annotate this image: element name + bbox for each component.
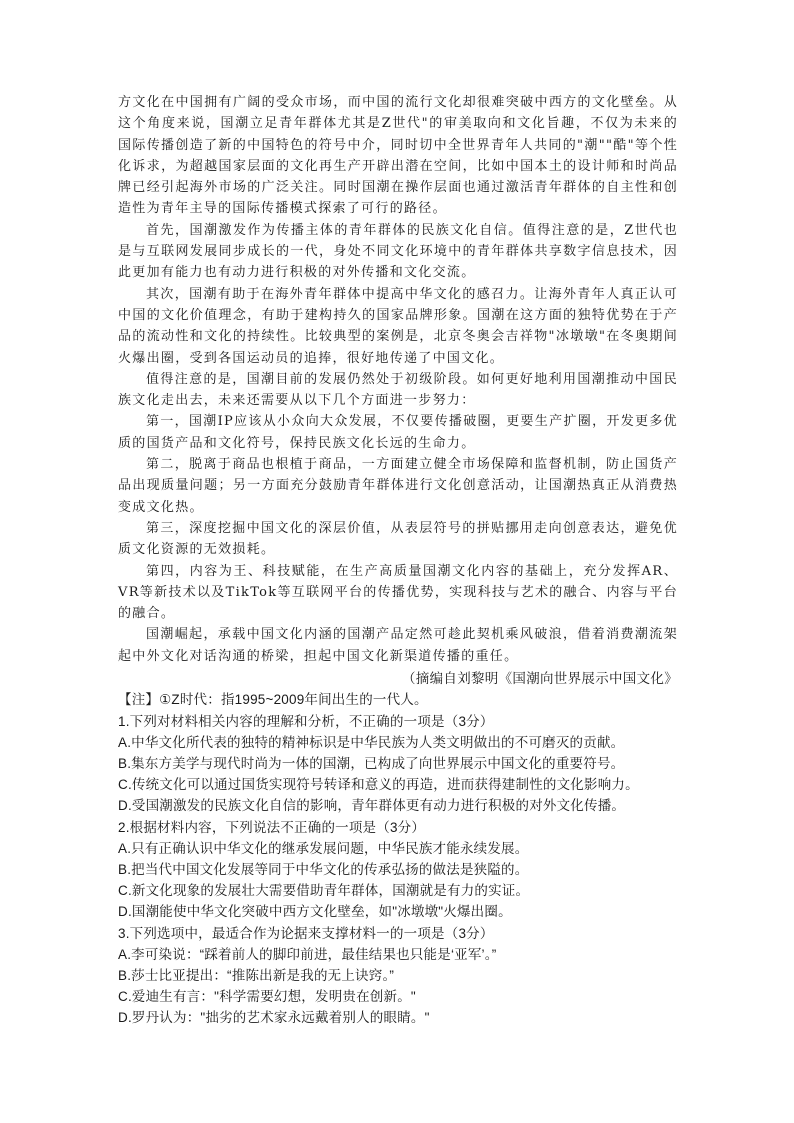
option-c: C.新文化现象的发展壮大需要借助青年群体，国潮就是有力的实证。 bbox=[118, 883, 530, 899]
question-stem: 2.根据材料内容，下列说法不正确的一项是（3分） bbox=[118, 819, 426, 835]
option-b: B.莎士比亚提出：“推陈出新是我的无上诀窍。” bbox=[118, 967, 395, 983]
question-stem: 1.下列对材料相关内容的理解和分析，不正确的一项是（3分） bbox=[118, 713, 494, 729]
passage-paragraph: 方文化在中国拥有广阔的受众市场，而中国的流行文化却很难突破中西方的文化壁垒。从这个角度来说，国潮立足青年群体尤其是Z世代"的审美取向和文化旨趣，不仅为未来的国际传播创造了新的中国特色的符号中介，同时切中全世界青年人共同的"潮""酷"等个性化诉求，为超越国家层面的文化再生产开辟出潜在空间，比如中国本土的设计师和时尚品牌已经引起海外市场的广泛关注。同时国潮在操作层面也通过激活青年群体的自主性和创造性为青年主导的国际传播模式探索了可行的路径。 bbox=[118, 95, 678, 217]
question-stem: 3.下列选项中，最适合作为论据来支撑材料一的一项是（3分） bbox=[118, 925, 494, 941]
option-d: D.国潮能使中华文化突破中西方文化壁垒，如"冰墩墩"火爆出圈。 bbox=[118, 904, 512, 920]
passage-paragraph: 第二，脱离于商品也根植于商品，一方面建立健全市场保障和监督机制，防止国货产品出现质量问题；另一方面充分鼓励青年群体进行文化创意活动，让国潮热真正从消费热变成文化热。 bbox=[118, 457, 678, 515]
option-b: B.集东方美学与现代时尚为一体的国潮，已构成了向世界展示中国文化的重要符号。 bbox=[118, 755, 625, 771]
passage-paragraph: 首先，国潮激发作为传播主体的青年群体的民族文化自信。值得注意的是，Z世代也是与互联网发展同步成长的一代，身处不同文化环境中的青年群体共享数字信息技术，因此更加有能力也有动力进行积极的对外传播和文化交流。 bbox=[118, 222, 678, 281]
option-c: C.爱迪生有言："科学需要幻想，发明贵在创新。" bbox=[118, 989, 416, 1005]
document-page bbox=[118, 92, 678, 1029]
passage-paragraph: 第四，内容为王、科技赋能，在生产高质量国潮文化内容的基础上，充分发挥AR、VR等新技术以及TikTok等互联网平台的传播优势，实现科技与艺术的融合、内容与平台的融合。 bbox=[118, 563, 678, 622]
question-section bbox=[118, 689, 678, 1028]
passage-paragraph: 国潮崛起，承载中国文化内涵的国潮产品定然可趁此契机乘风破浪，借着消费潮流架起中外文化对话沟通的桥梁，担起中国文化新渠道传播的重任。 bbox=[118, 627, 678, 664]
option-d: D.罗丹认为："拙劣的艺术家永远戴着别人的眼睛。" bbox=[118, 1010, 430, 1026]
option-d: D.受国潮激发的民族文化自信的影响，青年群体更有动力进行积极的对外文化传播。 bbox=[118, 798, 626, 814]
option-a: A.中华文化所代表的独特的精神标识是中华民族为人类文明做出的不可磨灭的贡献。 bbox=[118, 734, 625, 750]
passage-paragraph: 第三，深度挖掘中国文化的深层价值，从表层符号的拼贴挪用走向创意表达，避免优质文化资源的无效损耗。 bbox=[118, 520, 678, 558]
passage-paragraph: 第一，国潮IP应该从小众向大众发展，不仅要传播破圈，更要生产扩圈，开发更多优质的国货产品和文化符号，保持民族文化长远的生命力。 bbox=[118, 414, 678, 451]
option-a: A.李可染说：“踩着前人的脚印前进，最佳结果也只能是‘亚军’。” bbox=[118, 946, 497, 962]
passage-paragraph: 其次，国潮有助于在海外青年群体中提高中华文化的感召力。让海外青年人真正认可中国的文化价值理念，有助于建构持久的国家品牌形象。国潮在这方面的独特优势在于产品的流动性和文化的持续性。比较典型的案例是，北京冬奥会吉祥物"冰墩墩"在冬奥期间火爆出圈，受到各国运动员的追捧，很好地传递了中国文化。 bbox=[118, 286, 678, 366]
source-citation: （摘编自刘黎明《国潮向世界展示中国文化》 bbox=[402, 671, 678, 687]
footnote: 【注】①Z时代：指1995~2009年间出生的一代人。 bbox=[118, 692, 428, 708]
passage-paragraph: 值得注意的是，国潮目前的发展仍然处于初级阶段。如何更好地利用国潮推动中国民族文化走出去，未来还需要从以下几个方面进一步努力： bbox=[118, 371, 678, 409]
option-a: A.只有正确认识中华文化的继承发展问题，中华民族才能永续发展。 bbox=[118, 840, 529, 856]
option-b: B.把当代中国文化发展等同于中华文化的传承弘扬的做法是狭隘的。 bbox=[118, 861, 529, 877]
option-c: C.传统文化可以通过国货实现符号转译和意义的再造，进而获得建制性的文化影响力。 bbox=[118, 777, 639, 793]
reading-passage bbox=[118, 92, 678, 689]
